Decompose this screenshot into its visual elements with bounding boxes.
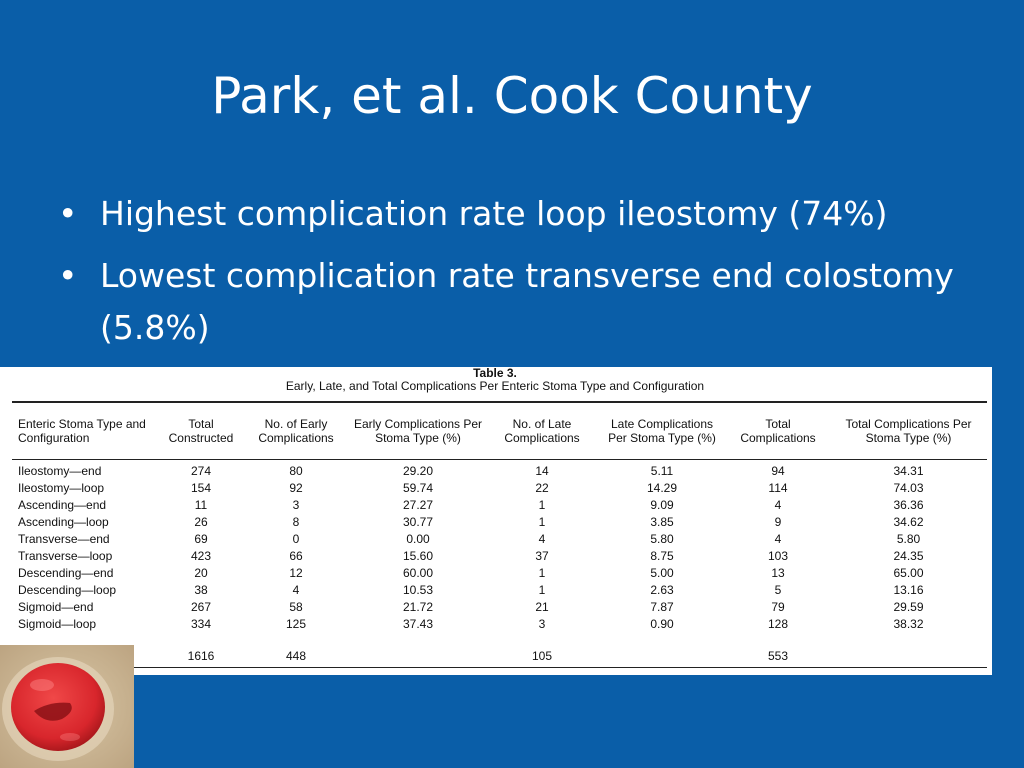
table-cell: 334 xyxy=(190,617,212,631)
row-label-cell: Descending—end xyxy=(18,566,114,580)
table-cell: 553 xyxy=(767,649,789,663)
table-cell: 4 xyxy=(292,583,300,597)
table-number: Table 3. xyxy=(473,367,517,380)
table-cell: 20 xyxy=(194,566,208,580)
table-cell: 8.75 xyxy=(650,549,674,563)
table-cell: 4 xyxy=(774,532,782,546)
table-cell: 154 xyxy=(190,481,212,495)
table-cell: 14 xyxy=(535,464,549,478)
table-cell: 5 xyxy=(774,583,782,597)
table-cell: 128 xyxy=(767,617,789,631)
table-cell: 37 xyxy=(535,549,549,563)
row-label-cell: Ascending—loop xyxy=(18,515,109,529)
table-cell: 103 xyxy=(767,549,789,563)
table-cell: 9.09 xyxy=(650,498,674,512)
table-cell: 1 xyxy=(538,498,546,512)
row-label-cell: Transverse—loop xyxy=(18,549,113,563)
table-header-row xyxy=(12,403,987,459)
stoma-photo xyxy=(0,645,134,768)
table-cell: 58 xyxy=(289,600,303,614)
column-header: No. of Late Complications xyxy=(504,417,580,445)
table-cell: 4 xyxy=(538,532,546,546)
table-cell: 13.16 xyxy=(893,583,924,597)
table-cell: 5.00 xyxy=(650,566,674,580)
row-label-cell: Ascending—end xyxy=(18,498,107,512)
row-label-cell: Ileostomy—loop xyxy=(18,481,105,495)
table-cell xyxy=(160,633,242,648)
table-cell: 1 xyxy=(538,515,546,529)
table-totals-row xyxy=(12,648,987,665)
row-label-cell: Transverse—end xyxy=(18,532,110,546)
table-cell: 66 xyxy=(289,549,303,563)
table-cell: 38 xyxy=(194,583,208,597)
table-cell: 0.90 xyxy=(650,617,674,631)
table-cell: 34.31 xyxy=(893,464,924,478)
table-cell: 21.72 xyxy=(402,600,434,614)
table-cell: 5.11 xyxy=(650,464,674,478)
table-cell: 59.74 xyxy=(402,481,434,495)
table-cell: 2.63 xyxy=(650,583,674,597)
table-row xyxy=(12,459,987,480)
table-cell: 9 xyxy=(774,515,782,529)
table-cell: 29.59 xyxy=(893,600,924,614)
table-row xyxy=(12,531,987,548)
table-cell: 267 xyxy=(190,600,212,614)
table-cell: 0.00 xyxy=(406,532,430,546)
table-cell: 3 xyxy=(538,617,546,631)
table-cell: 69 xyxy=(194,532,208,546)
table-cell: 1 xyxy=(538,566,546,580)
table-cell xyxy=(242,633,350,648)
column-header: Total Complications Per Stoma Type (%) xyxy=(845,417,972,445)
table-cell xyxy=(350,648,486,665)
table-cell xyxy=(726,633,830,648)
column-header: Early Complications Per Stoma Type (%) xyxy=(353,417,483,445)
column-header: Total Constructed xyxy=(168,417,234,445)
table-cell: 14.29 xyxy=(646,481,678,495)
table-cell: 105 xyxy=(531,649,553,663)
table-row xyxy=(12,582,987,599)
table-row xyxy=(12,480,987,497)
bullet-dot: • xyxy=(58,194,78,233)
column-header: No. of Early Complications xyxy=(258,417,334,445)
slide-title: Park, et al. Cook County xyxy=(211,67,813,125)
bullet-text: Highest complication rate loop ileostomy (74%) xyxy=(100,194,888,233)
table-row xyxy=(12,548,987,565)
table-cell xyxy=(350,633,486,648)
table-cell: 7.87 xyxy=(650,600,674,614)
table-caption xyxy=(0,367,990,393)
table-image xyxy=(0,367,992,675)
table-bottom-rule xyxy=(12,667,987,668)
table-row xyxy=(12,616,987,633)
row-label-cell: Ileostomy—end xyxy=(18,464,102,478)
table-cell: 24.35 xyxy=(893,549,924,563)
table-cell: 10.53 xyxy=(402,583,434,597)
table-cell: 1616 xyxy=(187,649,215,663)
table-cell: 5.80 xyxy=(650,532,674,546)
table-cell: 74.03 xyxy=(893,481,924,495)
table-cell: 4 xyxy=(774,498,782,512)
table-cell xyxy=(830,633,987,648)
table-cell: 448 xyxy=(285,649,307,663)
table-cell: 79 xyxy=(771,600,785,614)
table-cell xyxy=(486,633,598,648)
table-cell: 3 xyxy=(292,498,300,512)
table-cell: 65.00 xyxy=(893,566,924,580)
table-row xyxy=(12,565,987,582)
table-cell xyxy=(830,648,987,665)
table-cell: 26 xyxy=(194,515,208,529)
bullet-dot: • xyxy=(58,256,78,295)
complications-table xyxy=(12,403,987,665)
table-row xyxy=(12,514,987,531)
row-label-cell: Descending—loop xyxy=(18,583,117,597)
table-cell: 60.00 xyxy=(402,566,434,580)
bullet-list xyxy=(58,188,1008,364)
table-cell: 125 xyxy=(285,617,307,631)
table-cell: 274 xyxy=(190,464,212,478)
table-row xyxy=(12,599,987,616)
row-label-cell: Sigmoid—loop xyxy=(18,617,97,631)
table-cell: 27.27 xyxy=(402,498,434,512)
table-cell: 94 xyxy=(771,464,785,478)
column-header: Total Complications xyxy=(740,417,816,445)
table-cell: 12 xyxy=(289,566,303,580)
table-cell: 15.60 xyxy=(402,549,434,563)
table-cell: 29.20 xyxy=(402,464,434,478)
table-cell: 8 xyxy=(292,515,300,529)
table-cell: 80 xyxy=(289,464,303,478)
table-cell: 3.85 xyxy=(650,515,674,529)
table-cell: 37.43 xyxy=(402,617,434,631)
table-cell: 38.32 xyxy=(893,617,924,631)
table-spacer-row xyxy=(12,633,987,648)
table-body xyxy=(12,459,987,665)
bullet-text: Lowest complication rate transverse end colostomy (5.8%) xyxy=(100,256,954,347)
table-cell: 30.77 xyxy=(402,515,434,529)
table-cell: 22 xyxy=(535,481,549,495)
table-title: Early, Late, and Total Complications Per Enteric Stoma Type and Configuration xyxy=(285,379,705,393)
table-cell: 92 xyxy=(289,481,303,495)
table-cell: 5.80 xyxy=(896,532,921,546)
table-cell: 13 xyxy=(771,566,785,580)
table-cell: 34.62 xyxy=(893,515,924,529)
stoma-image xyxy=(0,645,134,768)
table-cell: 0 xyxy=(292,532,300,546)
table-cell: 423 xyxy=(190,549,212,563)
table-cell: 1 xyxy=(538,583,546,597)
table-cell xyxy=(598,648,726,665)
table-cell: 11 xyxy=(194,498,208,512)
column-header: Late Complications Per Stoma Type (%) xyxy=(608,417,716,445)
table-cell: 21 xyxy=(535,600,549,614)
table-cell: 36.36 xyxy=(893,498,924,512)
table-cell: 114 xyxy=(768,481,788,495)
column-header: Enteric Stoma Type and Configuration xyxy=(18,417,146,445)
row-label-cell: Sigmoid—end xyxy=(18,600,94,614)
table-cell xyxy=(598,633,726,648)
bullet-item xyxy=(58,188,1008,240)
table-row xyxy=(12,497,987,514)
bullet-item xyxy=(58,250,1008,354)
